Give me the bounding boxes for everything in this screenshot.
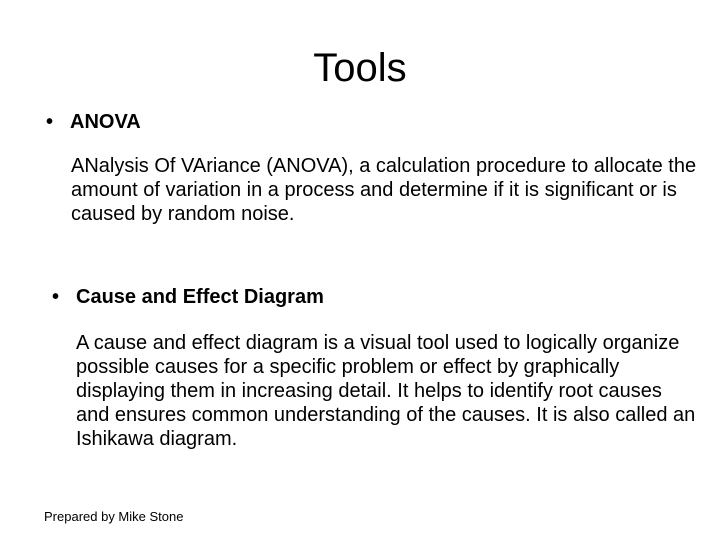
bullet-dot: • — [52, 286, 60, 308]
bullet-cause-effect — [52, 285, 324, 309]
cause-effect-description: A cause and effect diagram is a visual tool used to logically organize possible causes for a specific problem or effect by graphically displaying them in increasing detail. It helps to identify root causes and ensures common understanding of the causes. It is also called an Ishikawa diagram. — [76, 332, 696, 450]
anova-description: ANalysis Of VAriance (ANOVA), a calculation procedure to allocate the amount of variation in a process and determine if it is significant or is caused by random noise. — [71, 155, 697, 225]
footer-credit: Prepared by Mike Stone — [44, 509, 184, 524]
bullet-heading-anova: ANOVA — [70, 111, 141, 133]
bullet-dot: • — [46, 111, 54, 133]
slide-title: Tools — [313, 46, 407, 90]
bullet-heading-cause-effect: Cause and Effect Diagram — [76, 286, 324, 308]
bullet-anova — [46, 110, 141, 134]
